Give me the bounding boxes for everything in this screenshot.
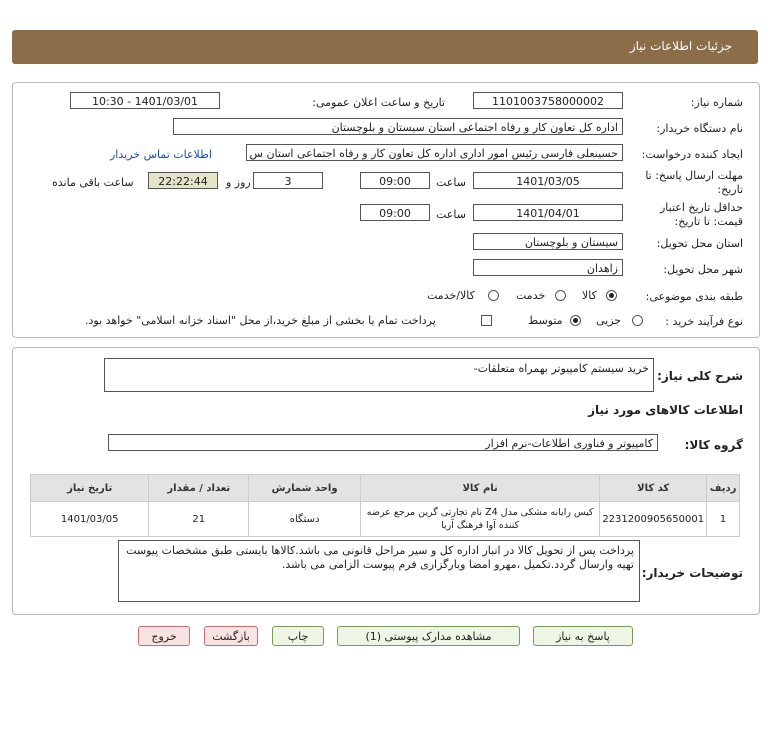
reply-button[interactable]: پاسخ به نیاز <box>533 626 633 646</box>
description-label: شرح کلی نیاز: <box>657 369 743 383</box>
description-field: خرید سیستم کامپیوتر بهمراه متعلقات- <box>104 358 654 392</box>
cell-code: 2231200905650001 <box>600 502 707 537</box>
deadline-date-field: 1401/03/05 <box>473 172 623 189</box>
category-label: طبقه بندی موضوعی: <box>645 290 743 303</box>
cell-qty: 21 <box>149 502 249 537</box>
page-header <box>12 30 758 64</box>
need-number-label: شماره نیاز: <box>690 96 743 109</box>
deadline-time-field: 09:00 <box>360 172 430 189</box>
col-qty-header: تعداد / مقدار <box>149 475 249 502</box>
view-attachments-button[interactable]: مشاهده مدارک پیوستی (1) <box>337 626 520 646</box>
validity-time-label: ساعت <box>436 208 466 221</box>
goods-table-header <box>31 475 740 502</box>
deadline-label: مهلت ارسال پاسخ: تا <box>645 169 743 182</box>
cell-date: 1401/03/05 <box>31 502 149 537</box>
category-radio-service[interactable] <box>555 290 566 301</box>
treasury-payment-note: پرداخت تمام یا بخشی از مبلغ خرید،از محل "اسناد خزانه اسلامی" خواهد بود. <box>85 314 436 327</box>
cell-name: کیس رایانه مشکی مدل Z4 نام تجارتی گرین مرجع عرضه کننده آوا فرهنگ آریا <box>360 502 599 537</box>
process-medium-label: متوسط <box>528 314 563 327</box>
buyer-notes-label: توضیحات خریدار: <box>641 566 743 580</box>
category-radio-goods[interactable] <box>606 290 617 301</box>
validity-label-2: قیمت: تا تاریخ: <box>674 215 743 228</box>
goods-group-label: گروه کالا: <box>684 438 743 452</box>
col-date-header: تاریخ نیاز <box>31 475 149 502</box>
process-minor-label: جزیی <box>596 314 622 327</box>
province-field: سیستان و بلوچستان <box>473 233 623 250</box>
table-row <box>31 502 740 537</box>
col-name-header: نام کالا <box>360 475 599 502</box>
announce-field: 1401/03/01 - 10:30 <box>70 92 220 109</box>
cell-row: 1 <box>707 502 740 537</box>
col-row-header: ردیف <box>707 475 740 502</box>
process-radio-minor[interactable] <box>632 315 643 326</box>
exit-button[interactable]: خروج <box>138 626 190 646</box>
days-label: روز و <box>226 176 251 189</box>
need-number-field: 1101003758000002 <box>473 92 623 109</box>
col-code-header: کد کالا <box>600 475 707 502</box>
validity-label: حداقل تاریخ اعتبار <box>659 201 743 214</box>
goods-table <box>30 474 740 537</box>
goods-group-field: کامپیوتر و فناوری اطلاعات-نرم افزار <box>108 434 658 451</box>
validity-time-field: 09:00 <box>360 204 430 221</box>
city-field: زاهدان <box>473 259 623 276</box>
announce-label: تاریخ و ساعت اعلان عمومی: <box>312 96 445 109</box>
process-radio-medium[interactable] <box>570 315 581 326</box>
remaining-label: ساعت باقی مانده <box>52 176 134 189</box>
remaining-time-field: 22:22:44 <box>148 172 218 189</box>
buyer-org-label: نام دستگاه خریدار: <box>656 122 743 135</box>
buyer-notes-field: پرداخت پس از تحویل کالا در انبار اداره کل و سیر مراحل قانونی می باشد.کالاها بایستی طبق مشخصات پیوست تهیه وارسال گردد.تکمیل ،مهرو امضا وبارگزاری فرم پیوست الزامی می باشد. <box>118 540 640 602</box>
creator-field: حسینعلی فارسی رئیس امور اداری اداره کل تعاون کار و رفاه اجتماعی استان س <box>246 144 623 161</box>
category-goods-service-label: کالا/خدمت <box>427 289 475 302</box>
back-button[interactable]: بازگشت <box>204 626 258 646</box>
goods-section-title: اطلاعات کالاهای مورد نیاز <box>588 403 743 417</box>
buyer-org-field: اداره کل تعاون کار و رفاه اجتماعی استان سیستان و بلوچستان <box>173 118 623 135</box>
days-field: 3 <box>253 172 323 189</box>
page-title: جزئیات اطلاعات نیاز <box>629 39 732 53</box>
cell-unit: دستگاه <box>249 502 361 537</box>
category-service-label: خدمت <box>516 289 546 302</box>
province-label: استان محل تحویل: <box>656 237 743 250</box>
deadline-time-label: ساعت <box>436 176 466 189</box>
treasury-payment-checkbox[interactable] <box>481 315 492 326</box>
process-type-label: نوع فرآیند خرید : <box>665 315 743 328</box>
validity-date-field: 1401/04/01 <box>473 204 623 221</box>
col-unit-header: واحد شمارش <box>249 475 361 502</box>
category-goods-label: کالا <box>582 289 597 302</box>
category-radio-goods-service[interactable] <box>488 290 499 301</box>
city-label: شهر محل تحویل: <box>663 263 743 276</box>
deadline-label-2: تاریخ: <box>717 183 743 196</box>
creator-label: ایجاد کننده درخواست: <box>641 148 743 161</box>
print-button[interactable]: چاپ <box>272 626 324 646</box>
contact-buyer-link[interactable]: اطلاعات تماس خریدار <box>110 148 212 161</box>
